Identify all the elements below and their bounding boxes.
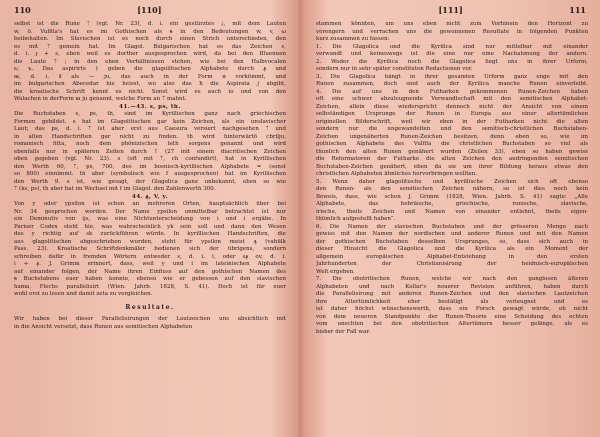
text-line: Laut; das ps, d. i. ᛘ ist aber erst aus Caesura versiert nachgesehen ᛘ und (14, 126, 286, 132)
running-head: [110] (137, 5, 162, 15)
running-head: [111] (438, 5, 463, 15)
text-line: christlichen Alphabeten ähnliches hervorbringen wollten. (316, 171, 477, 177)
text-line: selbst ist die Rune ᛉ (vgl. Nr. 23), d. i. ein gestürztes ᛣ, mit dem Lauten (14, 21, 286, 27)
text-line: ꞩ Buchstabens euer haben konnte, ebenso wie er gebessen auf den slavischen (14, 276, 286, 282)
text-line: ein Deminutiv von ijs, was eine Nichtunterscheidung von i und i ergäbe. In (14, 216, 286, 222)
text-line: 2. Weder die Kyrilica noch die Glagolica liegt uns in ihrer Urform, (316, 58, 588, 65)
text-line: verengern und verrachen uns die gewonnenen Resultate in folgenden Punkten (316, 28, 588, 35)
text-line: oft eine schwer abzuleugnende Verwandtschaft mit den semitischen Alphabet- (316, 96, 588, 102)
text-line: Von y oder ypsilon ist schon an mehreren Orten, hauptsächlich über bei (14, 201, 286, 207)
text-line: Jahrhunderten der Christianisirung der heidnisch-europäischen (316, 261, 588, 267)
text-line: sondern nur in sehr später constituten Redactionen vor. (316, 66, 473, 72)
text-line: den Werth 9. s ist, wie gesagt, der Glagolica ganz unbekannt, eben so wie (14, 178, 286, 185)
text-line: auf einander folgen, der Name ihren Einfluss auf den gothischen Namen des (14, 268, 286, 275)
text-line: die Parallelisirung mit anderen Runen-Zeichen und den slavischen Lautzeichen (316, 291, 588, 297)
text-line: Pariser Codex steht hie, was wahrscheinlich yk sein soll und dann den Wesen (14, 223, 286, 230)
text-line: den Werth 60, ᛘ, ps, 700, des im bosnisch-kyrillischen Alphabete = (sonst (14, 163, 286, 170)
text-line: oben gegeben (vgl. Nr. 23). s (oft mit ᛘ, ch confundirt), hat in Kyrillischen (14, 156, 286, 162)
text-line: 6. Die Namen der slavischen Buchstaben und der grösseren Menge nach (316, 223, 588, 230)
text-line: Formen gebildet. s hat im Glagolitischen gar kein Zeichen, als ein unslavischer (14, 118, 286, 125)
text-line: hama, Flechs parallelisirt (Wien. Jahrb. 1828, S. 41). Doch ist für euer (14, 283, 286, 290)
text-line: w, ō. Vulfila's hat es im Gothischen als ꞩ in den Bedeutungen w, v, ω (14, 28, 286, 35)
text-line: originellen Bilderschrift, weil wir eben in der Futharken nicht die alten (316, 118, 588, 125)
text-line: im bulgarischen Abecedar hie heisst, wo also das ħ die Aspirata j abgibt, (14, 81, 286, 87)
text-line: Nr. 34 gesprochen worden. Der Name ypsilon unmittelbar betrachtet ist nur (14, 208, 286, 215)
text-line: Zeichen, allein diese wiederspricht dennoch nicht der Ansicht von einem (316, 103, 588, 110)
text-line: gothischen Alphabete des Vulfila die christlichen Buchstaben so viel als (316, 141, 588, 147)
text-line: ihre Altertümlichkeit eher bestätigt als verleugnet und es (316, 298, 588, 305)
subsection-heading: 41.—43. s, ps, th. (119, 103, 181, 110)
text-line: 7. Die obotritischen Runen, welche wir nach den ganglosen älteren (316, 276, 588, 282)
right-page (302, 0, 600, 437)
left-page (0, 0, 298, 437)
text-line: den Runen- als den semitischen Zeichen nähern, so ist dies noch kein (316, 186, 588, 192)
text-line: ebenfalls nur in späteren Zeiten durch ↑ (27 mit einem diacritischen Zeichen (14, 148, 286, 155)
text-line: bisher der Fall war. (316, 328, 371, 335)
text-line: gewiss mit den Namen der nordischen und anderer Runen und mit den Namen (316, 231, 588, 237)
text-line: irische, theils Zeichen und Namen von einander entlehnt, theils eigen- (316, 208, 588, 215)
text-line: des y richtig auf sk zurückführen würde. In kyrillischen Handschriften, die (14, 231, 286, 237)
text-line: Runen zusammen, doch sind auch der Kyrilica manche Runen einverleibt. (316, 81, 588, 87)
text-line: in alten Handschriften gar nicht zu finden. th wird hinterwärtö cbrilju, (14, 133, 286, 140)
text-line: ᛘ (ks, ps), th aber hat im Wechsel mit f im Glagol. den Zahlenwerth 300. (14, 186, 216, 192)
text-line: thümlich aufgestellt haben“. (316, 216, 396, 222)
text-line: vom unechten bei den obotritischen Altertümern besser gelänge, als es (316, 321, 588, 327)
text-line: allgemein europäischen Alphabet-Entstehung in den ersten (316, 253, 588, 260)
text-line: Die Buchstaben s, ps, th, sind im Kyrillischen ganz nach griechischen (14, 111, 286, 117)
text-line: die Laute ᛘ ; in den eben Verhältnissen stehen, wie bei den Halbvocalen (14, 58, 286, 65)
text-line: schreiben dafür in fremden Wörtern entweder ꙅ, d. i. i, oder ꙅꙟ ov, d. i. (14, 253, 286, 260)
text-line: aus glagolitischen abgeschrieben wurden, steht für ypsilon meist ꙟ (vahülk (14, 238, 286, 245)
text-line: thunlich den alten Runen genähert wurden (Zeilen 33), eben so haben gewiss (316, 148, 588, 155)
text-line: Welt ergeben. (316, 268, 355, 275)
text-line: ь; ъ. Das aspirirte ᛒ geben die glagolitischen Alphabete durch ꙟ und (14, 66, 286, 72)
text-line: sondern nur die ungewandelten und den semitisch-christlichen Buchstaben- (316, 126, 588, 132)
text-line: Walachen in derForm ꙗ ju genannt, welche Form an ᛘ mahnt. (14, 96, 187, 102)
right-page-body (316, 21, 588, 336)
text-line: Zeichen ungenäherten Runen-Zeichen besitzen, denn eben so, wie im (316, 133, 588, 140)
text-line: von dem neueren Standpunkte der Runen-Theorie eine Scheidung des echten (316, 313, 588, 320)
text-line: die Reformatoren der Futharke die alten Zeichen den andringenden semitischen (316, 156, 588, 162)
text-line: 5. Wenn daher glagolitische und kyrillische Zeichen sich oft ebenso (316, 178, 588, 185)
text-line: d. i. ɟ + ꙅ, eben weil es dorther ausgesprochen wird, da bei den Bluennen (14, 51, 286, 57)
text-line: Wir haben bei dieser Parallelisirungen der Lautzeichen uns absichtlich mit (14, 316, 286, 322)
text-line: Pass. 23). Kroatische Schriftdenkmäler bedienen sich der übrigens, sondern (14, 246, 286, 252)
text-line: 1. Die Glagolica und die Kyrilica sind nur mittelbar mit einander (316, 43, 588, 50)
subsection-heading: 44. ꙟ, V, y. (132, 193, 168, 200)
text-line: wohl erst zu lesen und damit zeta zu vergleichen. (14, 291, 153, 297)
right-page-header (316, 5, 586, 15)
text-line: Buchstaben-Zeichen genähert, eben da sie um ihrer Bildung heraus etwas den (316, 163, 588, 170)
text-line: kurz zusammen zu fassen: (316, 36, 390, 42)
text-line: dieser Hinsicht die Glagolica und die Kyrilica als ein Moment der (316, 246, 588, 252)
text-line: ist daher höchst wünschenswerth, dass ein Forsch gewagt würde, ob nicht (316, 306, 588, 312)
text-line: so 800) einnimmt. th aber (symbolisch wie f ausgesprochen) hat im Kyrillischen (14, 171, 286, 177)
text-line: selbständigen Ursprunge der Runen in Europa aus einer altertümlichen (316, 111, 588, 117)
text-line: beibehalten. Im Slavischen ist es noch durch einen Strich unterschieden, den (14, 36, 286, 42)
text-line: verwandt und keineswegs ist die eine nur eine Nachahmung der andern. (316, 51, 588, 57)
text-line: i + ꙟ. J. Grimm erinnert, dass, weil y und i im lateinischen Alphabete (14, 261, 286, 267)
text-line: es mit ᛘ gemein hat. Im Glagol. Bulgarischen hat es das Zeichen ꙅ, (14, 43, 286, 50)
text-line: die kroatische Schrift kennt es nicht. Sonst wird es auch io und von den (14, 88, 286, 95)
left-page-header (14, 5, 284, 15)
text-line: stammen könnten, um uns eben nicht zum Vorhinein den Horizont zu (316, 21, 588, 27)
text-line: Alphabeten und nach Kollár's neuerer Revision anführen, haben durch (316, 283, 588, 290)
section-heading: Resultate. (125, 303, 175, 311)
left-page-body (14, 21, 286, 331)
text-line: der gothischen Buchstaben desselben Ursprunges, so, dass sich auch in (316, 238, 588, 245)
page-number: 110 (14, 5, 31, 15)
text-line: romanisch fitta, noch dem phönizischen teth sorgens genannt und wird (14, 141, 286, 147)
text-line: 4. Die auf uns in den Futharken gekommenen Runen-Zeichen haben (316, 88, 588, 95)
text-line: Beweis, dass, wie schon J. Grimm (1828, Wien. Jahrb. S. 41) sagte: „Alle (316, 193, 588, 200)
text-line: Alphabete, das hebräische, griechische, runische, slavische, (316, 201, 588, 207)
page-number: 111 (569, 5, 586, 15)
text-line: 3. Die Glagolica hängt in ihrer gesamten Urform ganz enge mit den (316, 73, 588, 80)
text-line: in die Ansicht versetzt, dass Runen aus semitischen Alphabeten (14, 323, 193, 330)
text-line: ꙗ, d. i. ꙋ als — ju, das auch in der Form ꙩ vorkömmt, und (14, 73, 286, 80)
